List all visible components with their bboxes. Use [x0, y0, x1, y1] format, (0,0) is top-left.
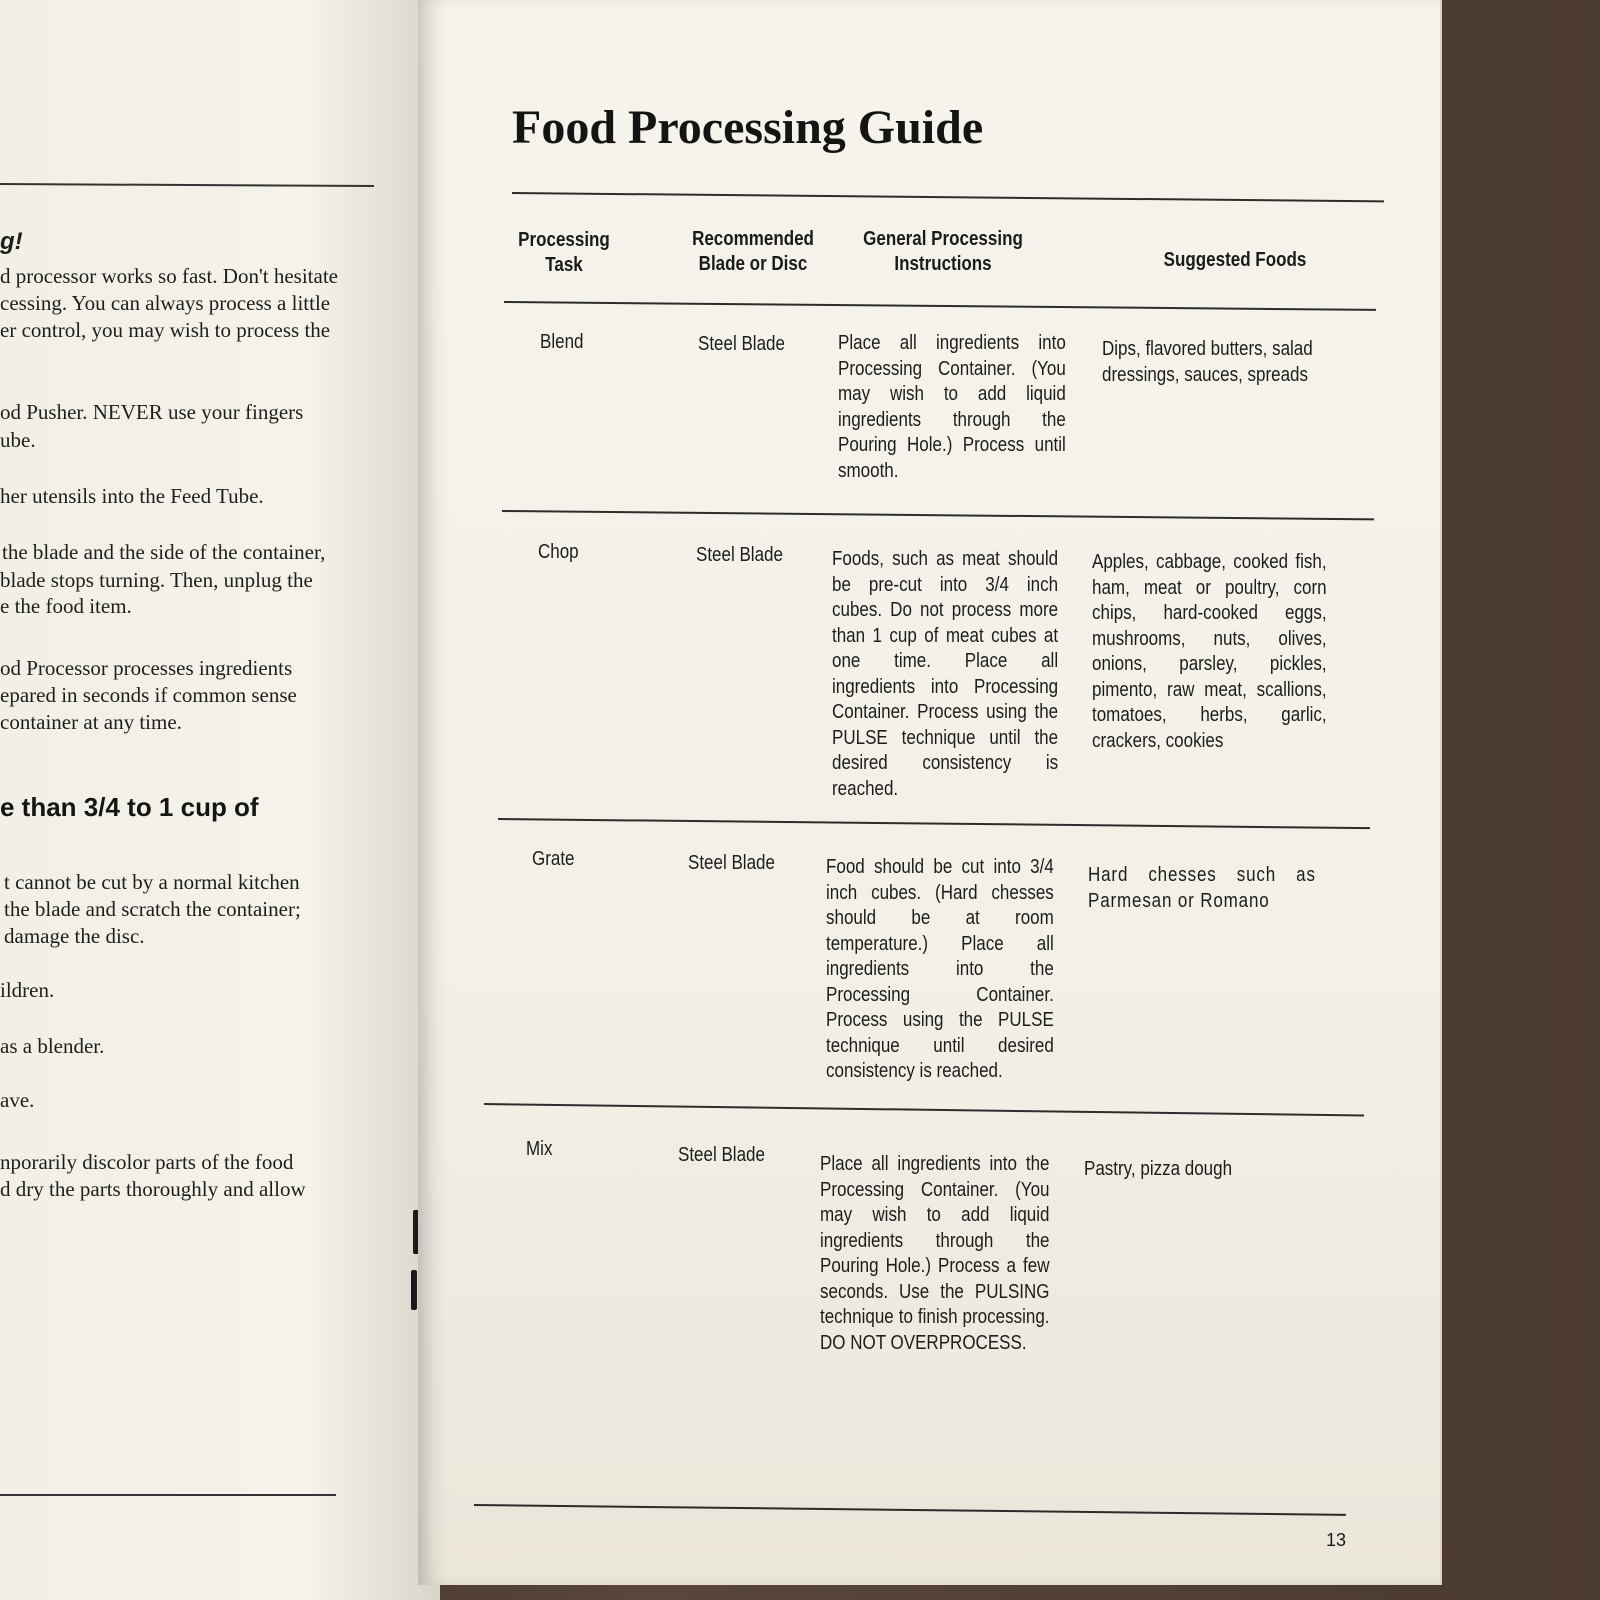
row-chop-foods: Apples, cabbage, cooked fish, ham, meat or poultry, corn chips, hard-cooked eggs, mushrooms, nuts, olives, onions, parsley, pickles, pimento, raw meat, scallions, tomatoes, herbs, garlic, crackers, cookies: [1092, 551, 1327, 752]
left-text-line: cessing. You can always process a little: [0, 291, 331, 315]
page-number: 13: [1326, 1530, 1347, 1550]
left-text-line: e the food item.: [0, 594, 132, 618]
staple-mark: [411, 1270, 417, 1310]
row-divider: [498, 818, 1370, 829]
left-bottom-rule: [0, 1494, 336, 1496]
row-grate-blade: Steel Blade: [688, 852, 775, 874]
left-text-line: the blade and scratch the container;: [4, 897, 301, 921]
left-text-line: the blade and the side of the container,: [2, 540, 326, 564]
row-mix-instructions: Place all ingredients into the Processing Container. (You may wish to add liquid ingredients through the Pouring Hole.) Process a few seconds. Use the PULSING technique to finish processing. DO NOT OVERPROCESS.: [820, 1153, 1050, 1354]
left-text-line: t cannot be cut by a normal kitchen: [4, 870, 300, 894]
row-grate-foods: Hard chesses such as Parmesan or Romano: [1088, 864, 1316, 912]
row-chop-task: Chop: [538, 541, 579, 563]
left-text-line: od Processor processes ingredients: [0, 656, 293, 680]
row-blend-foods: Dips, flavored butters, salad dressings, sauces, spreads: [1102, 338, 1313, 386]
column-header-label: Suggested Foods: [1163, 249, 1307, 271]
row-chop-blade: Steel Blade: [696, 544, 783, 566]
row-mix-foods: Pastry, pizza dough: [1084, 1158, 1233, 1180]
row-blend-task: Blend: [540, 331, 584, 353]
left-text-line: damage the disc.: [4, 924, 145, 948]
left-text-line: nporarily discolor parts of the food: [0, 1150, 294, 1174]
title-rule: [512, 192, 1384, 202]
left-page: [0, 0, 440, 1600]
left-text-line: blade stops turning. Then, unplug the: [0, 568, 313, 592]
column-header-label: General Processing Instructions: [863, 228, 1023, 275]
left-text-line: epared in seconds if common sense: [0, 683, 297, 707]
column-header-foods: [1112, 248, 1359, 273]
left-text-line: ave.: [0, 1088, 35, 1112]
row-mix-task: Mix: [526, 1138, 553, 1160]
row-chop-instructions: Foods, such as meat should be pre-cut into 3/4 inch cubes. Do not process more than 1 cup of meat cubes at one time. Place all ingredients into Processing Container. Process using the PULSE technique until the desired consistency is reached.: [832, 548, 1059, 800]
left-text-line: d processor works so fast. Don't hesitate: [0, 264, 338, 288]
column-header-blade: [672, 227, 834, 277]
row-grate-task: Grate: [532, 848, 575, 870]
header-rule: [504, 301, 1376, 310]
left-text-line: ildren.: [0, 978, 55, 1002]
left-text-line: ube.: [0, 428, 36, 452]
row-mix-blade: Steel Blade: [678, 1144, 765, 1166]
row-divider: [502, 510, 1374, 520]
left-text-line: d dry the parts thoroughly and allow: [0, 1177, 306, 1201]
left-text-line: od Pusher. NEVER use your fingers: [0, 400, 304, 424]
left-heading-fragment: g!: [0, 228, 23, 255]
left-section-heading: e than 3/4 to 1 cup of: [0, 792, 259, 822]
left-text-line: container at any time.: [0, 710, 182, 734]
left-text-line: er control, you may wish to process the: [0, 318, 331, 342]
row-blend-instructions: Place all ingredients into Processing Container. (You may wish to add liquid ingredients through the Pouring Hole.) Process until smooth.: [838, 332, 1066, 482]
left-text-line: as a blender.: [0, 1034, 105, 1058]
column-header-instructions: [859, 227, 1027, 277]
page-title: Food Processing Guide: [512, 101, 984, 154]
column-header-label: Recommended Blade or Disc: [692, 228, 814, 275]
left-text-line: her utensils into the Feed Tube.: [0, 484, 264, 508]
row-divider: [484, 1103, 1364, 1116]
bottom-rule: [474, 1504, 1346, 1515]
right-page: [418, 0, 1442, 1585]
row-blend-blade: Steel Blade: [698, 333, 785, 355]
row-grate-instructions: Food should be cut into 3/4 inch cubes. (Hard chesses should be at room temperature.) Place all ingredients into the Processing Container. Process using the PULSE technique until desired consistency is reached.: [826, 856, 1054, 1082]
left-top-rule: [0, 183, 374, 187]
column-header-task: [505, 228, 624, 278]
column-header-label: Processing Task: [518, 229, 610, 276]
